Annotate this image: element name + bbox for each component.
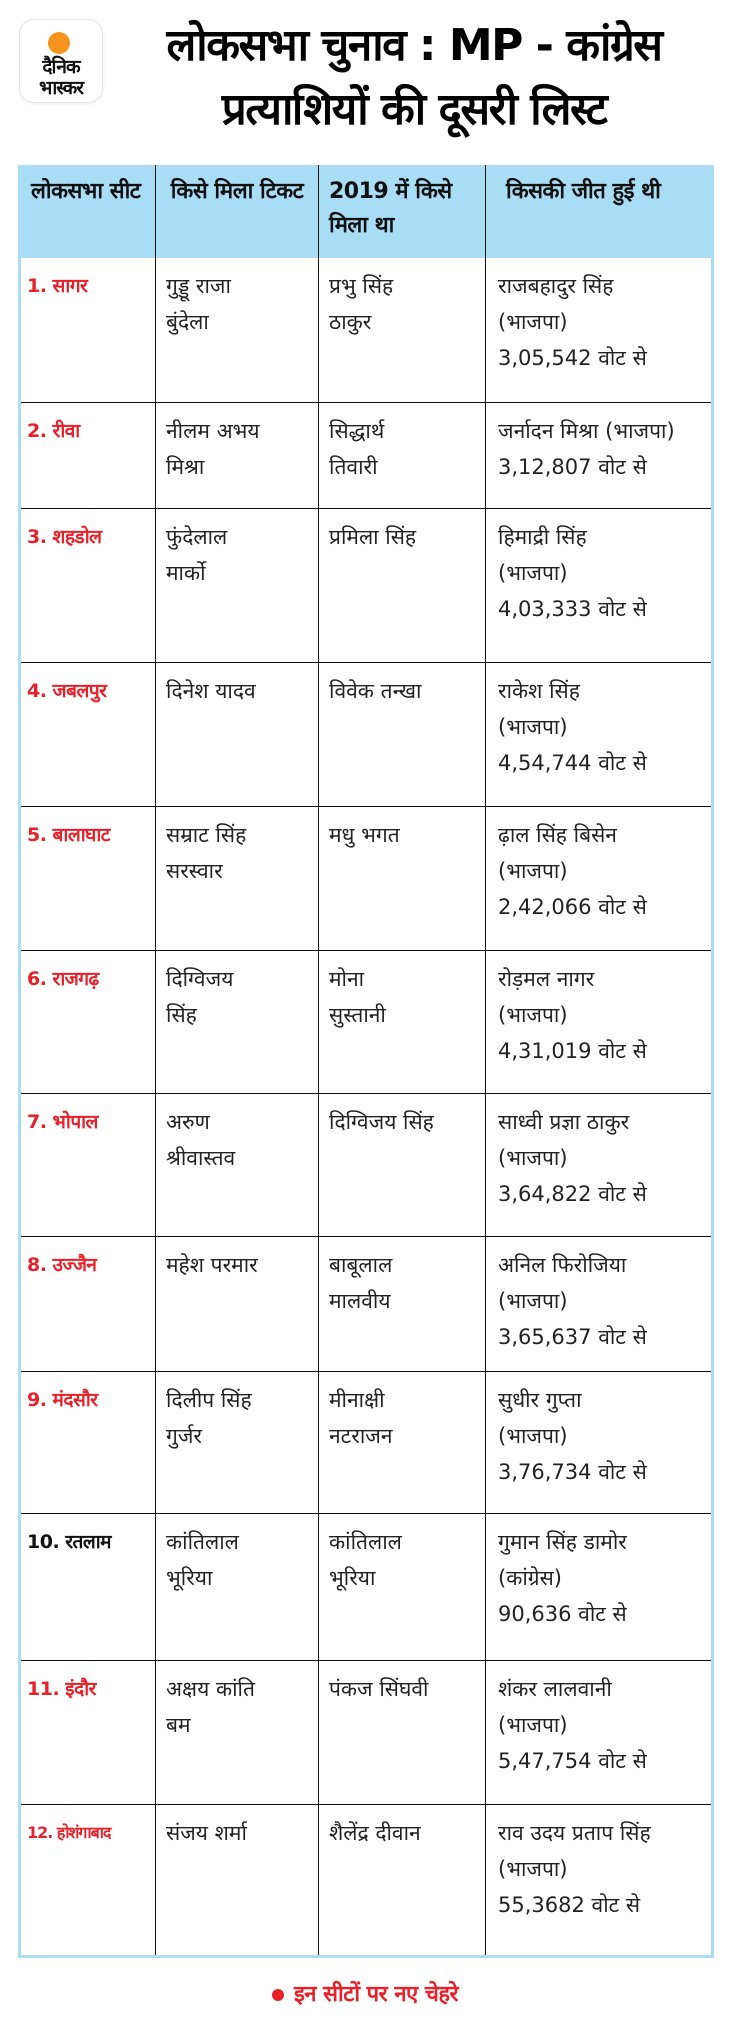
header-text: किसकी [506, 179, 565, 204]
winner-2019-line: (भाजपा) [498, 1003, 568, 1027]
candidate-2019-line: मालवीय [329, 1289, 391, 1313]
candidate-2019-line: भूरिया [329, 1566, 376, 1590]
candidate-2024-line: सम्राट सिंह [166, 823, 247, 847]
winner-2019-line: (भाजपा) [498, 561, 568, 585]
winner-2019 [486, 258, 711, 402]
winner-2019-line: रोड़मल नागर [498, 967, 595, 991]
header-text: टिकट [259, 179, 304, 204]
winner-2019 [486, 509, 711, 662]
winner-2019-line: 4,03,333 वोट से [498, 597, 647, 621]
candidate-2024 [156, 663, 319, 806]
candidate-2019 [319, 1661, 486, 1804]
candidate-2024-line: अक्षय कांति [166, 1677, 255, 1701]
winner-2019-line: (भाजपा) [498, 310, 568, 334]
candidate-2024-line: नीलम अभय [166, 419, 260, 443]
winner-2019-line: अनिल फिरोजिया [498, 1253, 627, 1277]
header-text: सीट [109, 179, 141, 204]
winner-2019-line: (कांग्रेस) [498, 1566, 562, 1590]
candidate-2019 [319, 663, 486, 806]
candidate-2019-line: दिग्विजय सिंह [329, 1110, 434, 1134]
winner-2019-line: ढ़ाल सिंह बिसेन [498, 823, 617, 847]
candidate-2019-line: मोना [329, 967, 365, 991]
seat-name: 1. सागर [21, 258, 156, 402]
seat-name: 8. उज्जैन [21, 1237, 156, 1371]
winner-2019-line: (भाजपा) [498, 1146, 568, 1170]
candidate-2019-line: तिवारी [329, 455, 378, 479]
sun-icon [48, 32, 70, 54]
title-line2: प्रत्याशियों की दूसरी लिस्ट [221, 84, 607, 135]
candidate-2024-line: बुंदेला [166, 310, 209, 334]
candidate-2024-line: अरुण [166, 1110, 210, 1134]
candidate-2019-line: सुस्तानी [329, 1003, 386, 1027]
winner-2019-line: सुधीर गुप्ता [498, 1388, 582, 1412]
winner-2019-line: (भाजपा) [498, 1289, 568, 1313]
seat-name: 3. शहडोल [21, 509, 156, 662]
candidate-2019 [319, 1514, 486, 1660]
candidate-2019-line: प्रभु सिंह [329, 274, 394, 298]
header-text: किसे मिला [170, 179, 253, 204]
winner-2019-line: (भाजपा) [498, 1424, 568, 1448]
candidate-2024-line: गुर्जर [166, 1424, 202, 1448]
candidates-table [18, 165, 714, 1958]
winner-2019-line: (भाजपा) [498, 715, 568, 739]
candidate-2024 [156, 258, 319, 402]
header-text: मिला था [329, 213, 394, 238]
header-text: लोकसभा [31, 179, 103, 204]
candidate-2019-line: नटराजन [329, 1424, 393, 1448]
table-row [21, 1093, 711, 1236]
candidate-2024 [156, 403, 319, 508]
candidate-2019-line: सिद्धार्थ [329, 419, 385, 443]
winner-2019-line: राकेश सिंह [498, 679, 580, 703]
table-row [21, 806, 711, 950]
winner-2019-line: 4,31,019 वोट से [498, 1039, 647, 1063]
header-seat [21, 165, 156, 258]
candidate-2024 [156, 1661, 319, 1804]
candidate-2019-line: प्रमिला सिंह [329, 525, 417, 549]
table-row [21, 402, 711, 508]
seat-name: 10. रतलाम [21, 1514, 156, 1660]
candidate-2024 [156, 1805, 319, 1955]
winner-2019 [486, 807, 711, 950]
table-row [21, 1371, 711, 1513]
winner-2019-line: (भाजपा) [498, 859, 568, 883]
dainik-bhaskar-logo [20, 20, 102, 102]
table-header [21, 165, 711, 258]
candidate-2019 [319, 1237, 486, 1371]
winner-2019-line: राव उदय प्रताप सिंह [498, 1821, 651, 1845]
winner-2019 [486, 663, 711, 806]
candidate-2024-line: फुंदेलाल [166, 525, 228, 549]
winner-2019-line: साध्वी प्रज्ञा ठाकुर [498, 1110, 630, 1134]
winner-2019 [486, 403, 711, 508]
legend [0, 1978, 730, 2008]
table-row [21, 1660, 711, 1804]
table-row [21, 1236, 711, 1371]
winner-2019 [486, 1094, 711, 1236]
seat-name: 6. राजगढ़ [21, 951, 156, 1093]
winner-2019-line: 90,636 वोट से [498, 1602, 627, 1626]
candidate-2019 [319, 403, 486, 508]
candidate-2019-line: पंकज सिंघवी [329, 1677, 429, 1701]
seat-name: 5. बालाघाट [21, 807, 156, 950]
table-body [21, 258, 711, 1955]
candidate-2019 [319, 1094, 486, 1236]
candidate-2024 [156, 1372, 319, 1513]
candidate-2024-line: सरस्वार [166, 859, 223, 883]
winner-2019 [486, 1661, 711, 1804]
seat-name: 7. भोपाल [21, 1094, 156, 1236]
candidate-2024 [156, 1237, 319, 1371]
table-row [21, 1513, 711, 1660]
candidate-2019-line: कांतिलाल [329, 1530, 402, 1554]
winner-2019 [486, 951, 711, 1093]
candidate-2019-line: मीनाक्षी [329, 1388, 385, 1412]
candidate-2019-line: शैलेंद्र दीवान [329, 1821, 421, 1845]
winner-2019-line: शंकर लालवानी [498, 1677, 612, 1701]
candidate-2024-line: मिश्रा [166, 455, 205, 479]
candidate-2019-line: ठाकुर [329, 310, 372, 334]
winner-2019-line: 2,42,066 वोट से [498, 895, 647, 919]
winner-2019-line: गुमान सिंह डामोर [498, 1530, 627, 1554]
candidate-2024-line: महेश परमार [166, 1253, 258, 1277]
table-row [21, 258, 711, 402]
candidate-2019-line: विवेक तन्खा [329, 679, 422, 703]
page-title [108, 14, 720, 142]
candidate-2024-line: मार्को [166, 561, 206, 585]
seat-name: 11. इंदौर [21, 1661, 156, 1804]
winner-2019-line: 55,3682 वोट से [498, 1893, 641, 1917]
header-2019-candidate [319, 165, 486, 258]
winner-2019-line: 3,64,822 वोट से [498, 1182, 647, 1206]
candidate-2019-line: बाबूलाल [329, 1253, 393, 1277]
candidate-2019 [319, 807, 486, 950]
candidate-2019 [319, 1372, 486, 1513]
winner-2019-line: हिमाद्री सिंह [498, 525, 587, 549]
table-row [21, 1804, 711, 1955]
winner-2019-line: 3,76,734 वोट से [498, 1460, 647, 1484]
winner-2019-line: 5,47,754 वोट से [498, 1749, 647, 1773]
table-row [21, 950, 711, 1093]
seat-name: 9. मंदसौर [21, 1372, 156, 1513]
winner-2019-line: 3,12,807 वोट से [498, 455, 647, 479]
winner-2019 [486, 1237, 711, 1371]
candidate-2024 [156, 1514, 319, 1660]
logo-text-line1: दैनिक [42, 56, 80, 78]
candidate-2024-line: संजय शर्मा [166, 1821, 247, 1845]
seat-name: 2. रीवा [21, 403, 156, 508]
candidate-2024 [156, 1094, 319, 1236]
candidate-2024-line: दिनेश यादव [166, 679, 256, 703]
candidate-2024-line: दिलीप सिंह [166, 1388, 252, 1412]
winner-2019-line: (भाजपा) [498, 1857, 568, 1881]
candidate-2024-line: श्रीवास्तव [166, 1146, 236, 1170]
table-row [21, 508, 711, 662]
candidate-2024 [156, 951, 319, 1093]
candidate-2024-line: कांतिलाल [166, 1530, 239, 1554]
title-line1: लोकसभा चुनाव : MP - कांग्रेस [166, 20, 662, 71]
table-row [21, 662, 711, 806]
header-winner [486, 165, 711, 258]
header-ticket [156, 165, 319, 258]
candidate-2019 [319, 258, 486, 402]
header-text: जीत हुई थी [571, 179, 661, 204]
legend-text: इन सीटों पर नए चेहरे [293, 1982, 459, 2007]
candidate-2024 [156, 807, 319, 950]
winner-2019-line: राजबहादुर सिंह [498, 274, 614, 298]
candidate-2024 [156, 509, 319, 662]
winner-2019-line: 3,65,637 वोट से [498, 1325, 647, 1349]
seat-name: 12. होशंगाबाद [21, 1805, 156, 1955]
winner-2019-line: (भाजपा) [498, 1713, 568, 1737]
candidate-2024-line: भूरिया [166, 1566, 213, 1590]
candidate-2024-line: सिंह [166, 1003, 197, 1027]
candidate-2024-line: बम [166, 1713, 191, 1737]
candidate-2024-line: गुड्डू राजा [166, 274, 231, 298]
candidate-2019 [319, 1805, 486, 1955]
winner-2019-line: जर्नादन मिश्रा (भाजपा) [498, 419, 675, 443]
header-text: 2019 में किसे [329, 179, 452, 204]
seat-name: 4. जबलपुर [21, 663, 156, 806]
winner-2019 [486, 1514, 711, 1660]
winner-2019 [486, 1805, 711, 1955]
candidate-2024-line: दिग्विजय [166, 967, 234, 991]
winner-2019-line: 4,54,744 वोट से [498, 751, 647, 775]
candidate-2019-line: मधु भगत [329, 823, 400, 847]
winner-2019-line: 3,05,542 वोट से [498, 346, 647, 370]
red-bullet-icon [272, 1989, 284, 2001]
winner-2019 [486, 1372, 711, 1513]
logo-text-line2: भास्कर [38, 77, 84, 99]
candidate-2019 [319, 509, 486, 662]
candidate-2019 [319, 951, 486, 1093]
